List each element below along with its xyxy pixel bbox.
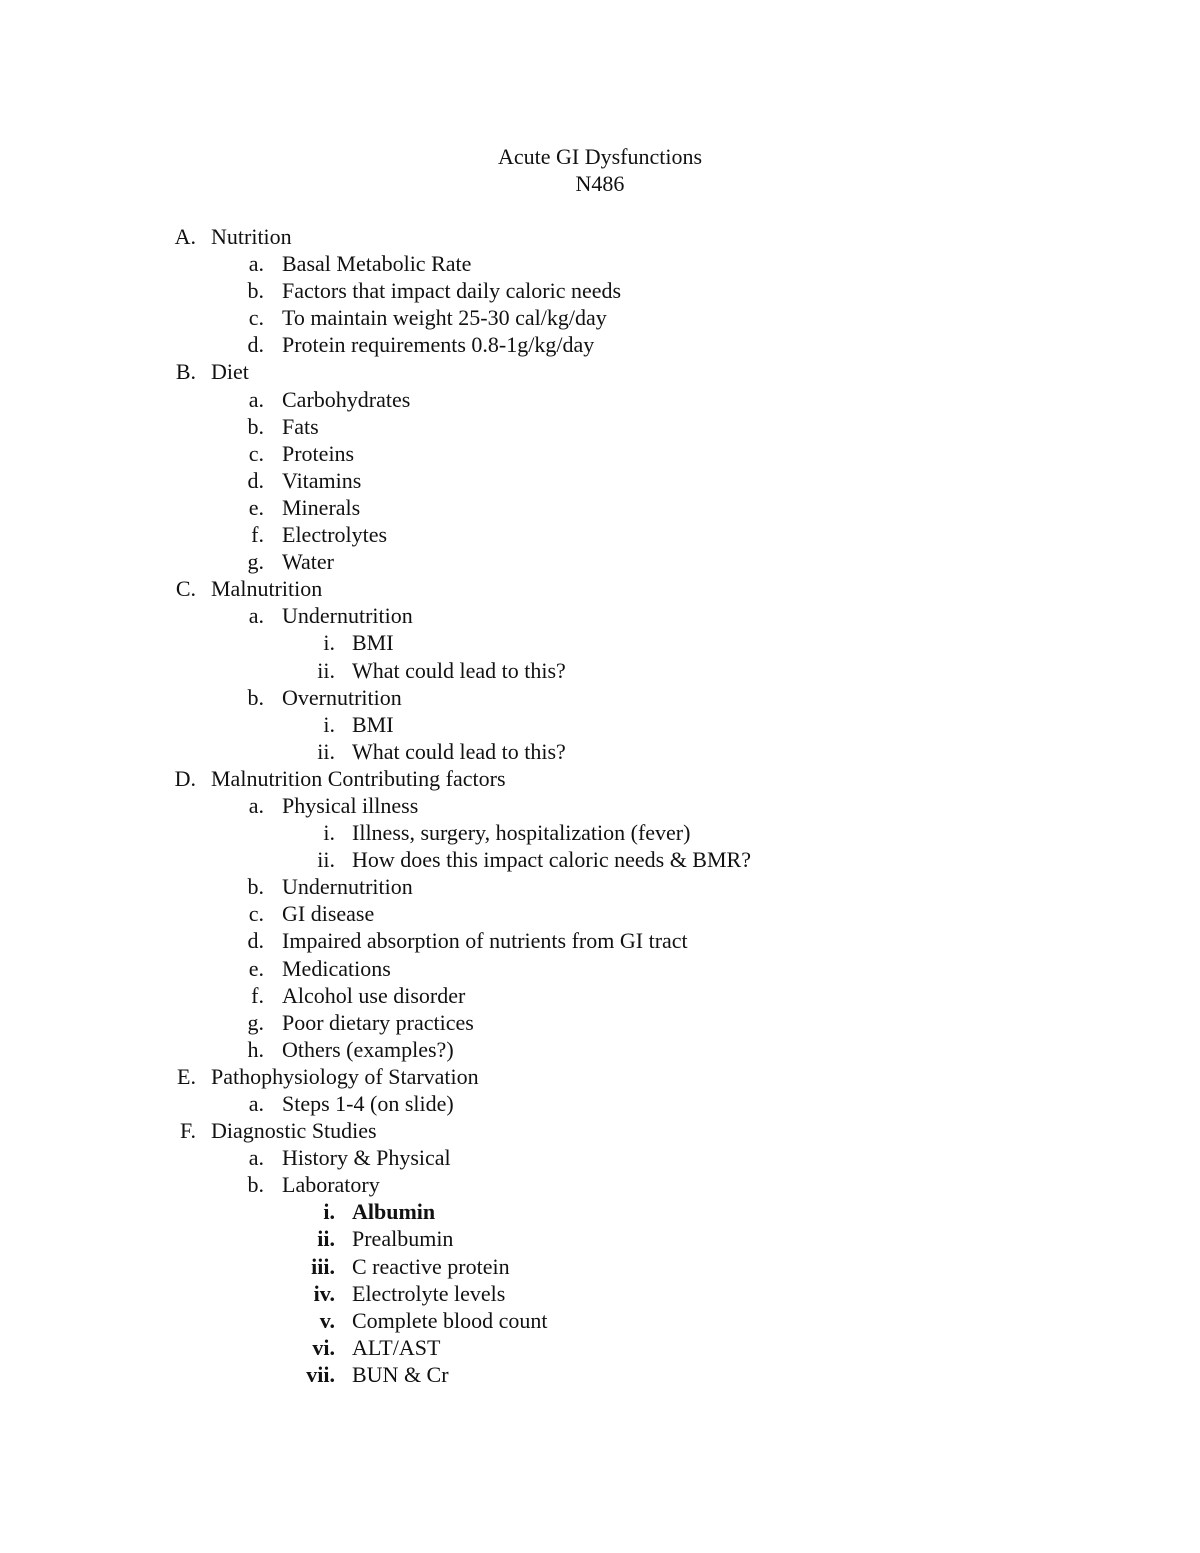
outline-marker: c. (248, 901, 264, 927)
outline-marker: F. (180, 1118, 196, 1144)
outline-marker: b. (247, 684, 264, 710)
outline-marker: ii. (317, 1226, 335, 1252)
outline-text: How does this impact caloric needs & BMR? (352, 847, 751, 873)
outline-item-level-3 (0, 1361, 1200, 1388)
outline-item-level-2 (0, 1171, 1200, 1198)
outline-item-level-3 (0, 819, 1200, 846)
outline-text: Electrolyte levels (352, 1280, 506, 1306)
outline-item-level-3 (0, 738, 1200, 765)
outline-marker: b. (247, 1172, 264, 1198)
outline-marker: a. (248, 1145, 264, 1171)
outline-marker: b. (247, 278, 264, 304)
outline-marker: C. (175, 576, 196, 602)
outline-marker: ii. (317, 738, 335, 764)
outline-text: Pathophysiology of Starvation (211, 1063, 479, 1089)
outline-text: BMI (352, 630, 394, 656)
outline-item-level-2 (0, 1036, 1200, 1063)
outline-text: Overnutrition (282, 684, 402, 710)
outline-text: Malnutrition Contributing factors (211, 765, 506, 791)
outline-text: To maintain weight 25-30 cal/kg/day (282, 305, 607, 331)
outline-marker: a. (248, 251, 264, 277)
outline-text: Factors that impact daily caloric needs (282, 278, 622, 304)
outline-item-level-3 (0, 1225, 1200, 1252)
outline-text: Physical illness (282, 792, 419, 818)
outline-text: Undernutrition (282, 874, 413, 900)
outline-item-level-3 (0, 1280, 1200, 1307)
outline-item-level-2 (0, 792, 1200, 819)
outline-item-level-2 (0, 413, 1200, 440)
outline-item-level-1 (0, 223, 1200, 250)
outline-item-level-2 (0, 494, 1200, 521)
outline-item-level-2 (0, 386, 1200, 413)
outline-marker: i. (323, 820, 335, 846)
outline-marker: f. (251, 982, 264, 1008)
outline-text: Diet (211, 359, 249, 385)
outline-marker: h. (247, 1036, 264, 1062)
outline-item-level-1 (0, 1063, 1200, 1090)
outline-item-level-1 (0, 765, 1200, 792)
outline-list (0, 223, 1200, 1388)
outline-marker: a. (248, 603, 264, 629)
outline-text: History & Physical (282, 1145, 451, 1171)
outline-text: Water (282, 549, 334, 575)
outline-text: Complete blood count (352, 1307, 548, 1333)
outline-item-level-2 (0, 1090, 1200, 1117)
outline-text: Electrolytes (282, 522, 388, 548)
outline-marker: f. (251, 522, 264, 548)
outline-marker: c. (248, 440, 264, 466)
outline-marker: iii. (311, 1253, 335, 1279)
outline-text: What could lead to this? (352, 738, 566, 764)
outline-item-level-3 (0, 711, 1200, 738)
outline-item-level-2 (0, 331, 1200, 358)
outline-text: Poor dietary practices (282, 1009, 474, 1035)
outline-item-level-2 (0, 548, 1200, 575)
outline-text: ALT/AST (352, 1334, 441, 1360)
document-title: Acute GI Dysfunctions (497, 144, 703, 169)
outline-text: C reactive protein (352, 1253, 510, 1279)
outline-text: Vitamins (282, 467, 362, 493)
outline-text: GI disease (282, 901, 375, 927)
outline-item-level-3 (0, 1307, 1200, 1334)
outline-text: Illness, surgery, hospitalization (fever) (352, 820, 691, 846)
outline-marker: g. (247, 1009, 264, 1035)
outline-item-level-1 (0, 358, 1200, 385)
outline-item-level-2 (0, 927, 1200, 954)
outline-text: Undernutrition (282, 603, 413, 629)
outline-marker: E. (177, 1063, 196, 1089)
outline-text: Carbohydrates (282, 386, 411, 412)
outline-text: Steps 1-4 (on slide) (282, 1091, 454, 1116)
outline-marker: a. (248, 792, 264, 818)
outline-text: BUN & Cr (352, 1361, 449, 1387)
outline-marker: v. (319, 1307, 335, 1333)
outline-text: Protein requirements 0.8-1g/kg/day (282, 332, 595, 358)
outline-text: BMI (352, 711, 394, 737)
outline-text: Malnutrition (211, 576, 323, 602)
outline-item-level-3 (0, 629, 1200, 656)
document-subtitle: N486 (575, 171, 625, 196)
outline-item-level-2 (0, 602, 1200, 629)
outline-text: Proteins (282, 440, 355, 466)
outline-text: What could lead to this? (352, 657, 566, 683)
outline-text: Prealbumin (352, 1226, 454, 1252)
outline-item-level-3 (0, 1253, 1200, 1280)
outline-item-level-2 (0, 467, 1200, 494)
outline-text: Nutrition (211, 224, 292, 249)
outline-item-level-2 (0, 955, 1200, 982)
outline-marker: vi. (312, 1334, 335, 1360)
outline-marker: iv. (313, 1280, 335, 1306)
outline-item-level-3 (0, 846, 1200, 873)
outline-marker: ii. (317, 657, 335, 683)
outline-item-level-3 (0, 657, 1200, 684)
outline-marker: i. (323, 1199, 335, 1225)
outline-text: Fats (282, 413, 319, 439)
outline-marker: vii. (306, 1361, 335, 1387)
outline-item-level-2 (0, 250, 1200, 277)
outline-item-level-2 (0, 873, 1200, 900)
outline-marker: e. (248, 494, 264, 520)
outline-item-level-2 (0, 440, 1200, 467)
outline-item-level-1 (0, 1117, 1200, 1144)
outline-item-level-2 (0, 1144, 1200, 1171)
outline-text: Minerals (282, 494, 361, 520)
outline-text: Laboratory (282, 1172, 380, 1198)
outline-marker: d. (247, 467, 264, 493)
outline-item-level-2 (0, 277, 1200, 304)
outline-marker: b. (247, 413, 264, 439)
outline-text: Impaired absorption of nutrients from GI tract (282, 928, 688, 954)
outline-marker: d. (247, 928, 264, 954)
outline-text: Others (examples?) (282, 1036, 454, 1062)
outline-marker: i. (323, 630, 335, 656)
outline-item-level-2 (0, 521, 1200, 548)
outline-marker: B. (175, 359, 196, 385)
outline-marker: e. (248, 955, 264, 981)
outline-item-level-2 (0, 982, 1200, 1009)
outline-item-level-3 (0, 1198, 1200, 1225)
outline-marker: g. (247, 549, 264, 575)
outline-item-level-2 (0, 1009, 1200, 1036)
outline-item-level-2 (0, 900, 1200, 927)
outline-marker: ii. (317, 847, 335, 873)
outline-item-level-2 (0, 304, 1200, 331)
outline-marker: a. (248, 1091, 264, 1116)
outline-marker: b. (247, 874, 264, 900)
outline-marker: D. (174, 765, 196, 791)
outline-marker: d. (247, 332, 264, 358)
outline-text: Medications (282, 955, 391, 981)
outline-marker: a. (248, 386, 264, 412)
outline-item-level-1 (0, 575, 1200, 602)
outline-marker: c. (248, 305, 264, 331)
outline-text: Alcohol use disorder (282, 982, 466, 1008)
outline-marker: A. (174, 224, 196, 249)
outline-text: Diagnostic Studies (211, 1118, 377, 1144)
outline-item-level-3 (0, 1334, 1200, 1361)
outline-item-level-2 (0, 684, 1200, 711)
outline-text: Basal Metabolic Rate (282, 251, 472, 277)
outline-marker: i. (323, 711, 335, 737)
outline-text: Albumin (352, 1199, 436, 1225)
